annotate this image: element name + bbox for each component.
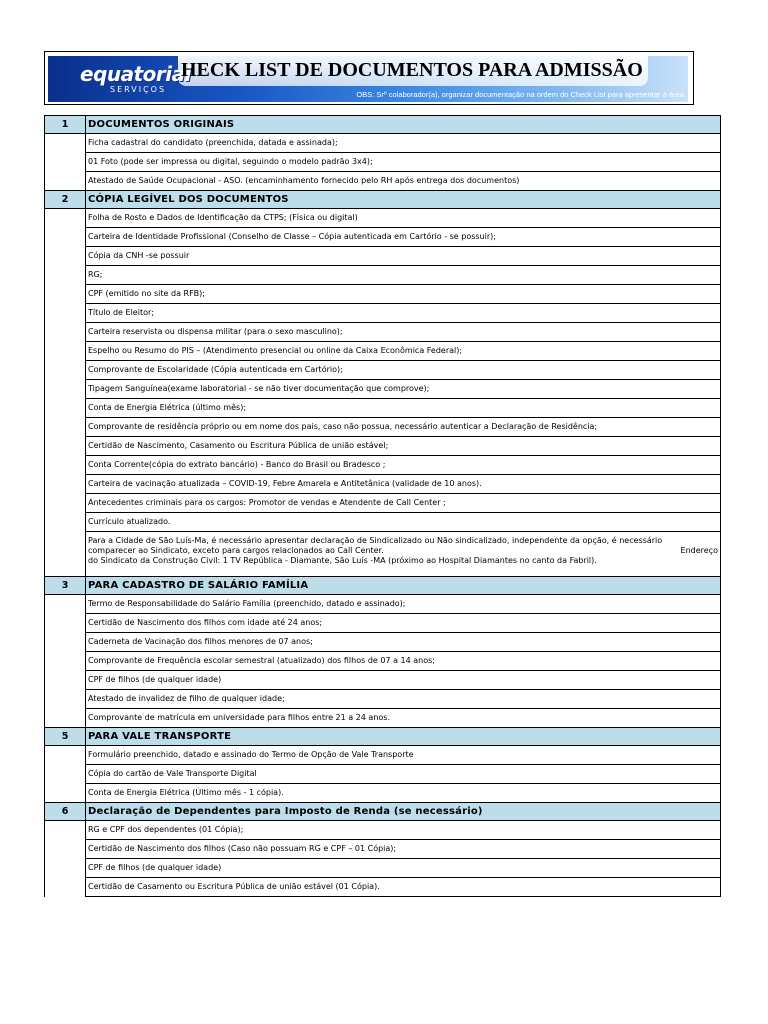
item-number-cell bbox=[45, 475, 86, 494]
item-number-cell bbox=[45, 494, 86, 513]
checklist-item: Comprovante de residência próprio ou em nome dos pais, caso não possua, necessário autenticar a Declaração de Residência; bbox=[86, 418, 721, 437]
header-box bbox=[44, 51, 694, 105]
checklist-item-row bbox=[45, 513, 721, 532]
section-header-row bbox=[45, 577, 721, 595]
checklist-item-row bbox=[45, 840, 721, 859]
checklist-item-row bbox=[45, 456, 721, 475]
item-number-cell bbox=[45, 595, 86, 614]
checklist-item: Currículo atualizado. bbox=[86, 513, 721, 532]
document-checklist-table bbox=[44, 115, 721, 897]
checklist-item: CPF (emitido no site da RFB); bbox=[86, 285, 721, 304]
checklist-item-row bbox=[45, 671, 721, 690]
item-number-cell bbox=[45, 304, 86, 323]
section-header-row bbox=[45, 728, 721, 746]
item-number-cell bbox=[45, 746, 86, 765]
section-header-row bbox=[45, 803, 721, 821]
checklist-item: Comprovante de matrícula em universidade para filhos entre 21 a 24 anos. bbox=[86, 709, 721, 728]
item-number-cell bbox=[45, 532, 86, 577]
checklist-item: 01 Foto (pode ser impressa ou digital, seguindo o modelo padrão 3x4); bbox=[86, 153, 721, 172]
item-number-cell bbox=[45, 821, 86, 840]
company-logo-subtext: SERVIÇOS bbox=[110, 85, 167, 94]
item-number-cell bbox=[45, 418, 86, 437]
item-number-cell bbox=[45, 323, 86, 342]
checklist-item-row bbox=[45, 614, 721, 633]
checklist-item: Conta de Energia Elétrica (Último mês - 1 cópia). bbox=[86, 784, 721, 803]
checklist-item: Carteira de Identidade Profissional (Conselho de Classe – Cópia autenticada em Cartório - se possuir); bbox=[86, 228, 721, 247]
checklist-item-row bbox=[45, 746, 721, 765]
item-number-cell bbox=[45, 266, 86, 285]
checklist-item: Carteira de vacinação atualizada – COVID-19, Febre Amarela e Antitetânica (validade de 10 anos). bbox=[86, 475, 721, 494]
item-number-cell bbox=[45, 859, 86, 878]
section-title: CÓPIA LEGÍVEL DOS DOCUMENTOS bbox=[86, 191, 721, 209]
item-number-cell bbox=[45, 361, 86, 380]
section-title: Declaração de Dependentes para Imposto de Renda (se necessário) bbox=[86, 803, 721, 821]
checklist-item-row bbox=[45, 532, 721, 577]
item-number-cell bbox=[45, 784, 86, 803]
item-number-cell bbox=[45, 134, 86, 153]
section-number: 1 bbox=[45, 116, 86, 134]
item-number-cell bbox=[45, 652, 86, 671]
item-number-cell bbox=[45, 690, 86, 709]
section-number: 2 bbox=[45, 191, 86, 209]
checklist-item: Folha de Rosto e Dados de Identificação da CTPS; (Física ou digital) bbox=[86, 209, 721, 228]
item-number-cell bbox=[45, 765, 86, 784]
checklist-item: Certidão de Nascimento, Casamento ou Escritura Pública de união estável; bbox=[86, 437, 721, 456]
checklist-item: Espelho ou Resumo do PIS – (Atendimento presencial ou online da Caixa Econômica Federal); bbox=[86, 342, 721, 361]
checklist-item-row bbox=[45, 765, 721, 784]
checklist-item: Comprovante de Escolaridade (Cópia autenticada em Cartório); bbox=[86, 361, 721, 380]
checklist-item: Carteira reservista ou dispensa militar (para o sexo masculino); bbox=[86, 323, 721, 342]
checklist-item: Comprovante de Frequência escolar semestral (atualizado) dos filhos de 07 a 14 anos; bbox=[86, 652, 721, 671]
item-number-cell bbox=[45, 513, 86, 532]
sindicato-line-2-text: comparecer ao Sindicato, exceto para cargos relacionados ao Call Center. bbox=[88, 546, 384, 555]
item-number-cell bbox=[45, 247, 86, 266]
item-number-cell bbox=[45, 285, 86, 304]
item-number-cell bbox=[45, 878, 86, 897]
checklist-item-row bbox=[45, 690, 721, 709]
checklist-item-row bbox=[45, 285, 721, 304]
sindicato-line-1: Para a Cidade de São Luís-Ma, é necessário apresentar declaração de Sindicalizado ou Não sindicalizado, independente da opção, é necessário bbox=[88, 536, 663, 545]
item-number-cell bbox=[45, 228, 86, 247]
checklist-item-row bbox=[45, 361, 721, 380]
checklist-item: Termo de Responsabilidade do Salário Família (preenchido, datado e assinado); bbox=[86, 595, 721, 614]
item-number-cell bbox=[45, 342, 86, 361]
checklist-item-row bbox=[45, 475, 721, 494]
checklist-item-row bbox=[45, 652, 721, 671]
checklist-item-row bbox=[45, 437, 721, 456]
checklist-item: Título de Eleitor; bbox=[86, 304, 721, 323]
item-number-cell bbox=[45, 209, 86, 228]
sindicato-line-2 bbox=[88, 546, 718, 556]
checklist-item: Conta Corrente(cópia do extrato bancário) - Banco do Brasil ou Bradesco ; bbox=[86, 456, 721, 475]
item-number-cell bbox=[45, 380, 86, 399]
checklist-item-sindicato bbox=[86, 532, 721, 577]
section-header-row bbox=[45, 191, 721, 209]
obs-note: OBS: Srº colaborador(a), organizar documentação na ordem do Check List para apresentar à área. bbox=[356, 90, 686, 99]
checklist-item-row bbox=[45, 209, 721, 228]
item-number-cell bbox=[45, 614, 86, 633]
checklist-item: Certidão de Casamento ou Escritura Pública de união estável (01 Cópia). bbox=[86, 878, 721, 897]
checklist-item-row bbox=[45, 633, 721, 652]
checklist-item-row bbox=[45, 153, 721, 172]
checklist-item: Ficha cadastral do candidato (preenchida, datada e assinada); bbox=[86, 134, 721, 153]
checklist-item-row bbox=[45, 134, 721, 153]
checklist-item-row bbox=[45, 172, 721, 191]
checklist-item: Cópia da CNH -se possuir bbox=[86, 247, 721, 266]
section-header-row bbox=[45, 116, 721, 134]
checklist-item: Conta de Energia Elétrica (último mês); bbox=[86, 399, 721, 418]
item-number-cell bbox=[45, 671, 86, 690]
item-number-cell bbox=[45, 437, 86, 456]
checklist-item: Certidão de Nascimento dos filhos com idade até 24 anos; bbox=[86, 614, 721, 633]
checklist-item-row bbox=[45, 595, 721, 614]
section-number: 6 bbox=[45, 803, 86, 821]
checklist-item-row bbox=[45, 266, 721, 285]
checklist-item-row bbox=[45, 821, 721, 840]
checklist-item: Tipagem Sanguínea(exame laboratorial - se não tiver documentação que comprove); bbox=[86, 380, 721, 399]
checklist-item: Cópia do cartão de Vale Transporte Digital bbox=[86, 765, 721, 784]
company-logo: equatorial bbox=[80, 62, 191, 86]
checklist-item: RG e CPF dos dependentes (01 Cópia); bbox=[86, 821, 721, 840]
item-number-cell bbox=[45, 153, 86, 172]
checklist-item: Certidão de Nascimento dos filhos (Caso não possuam RG e CPF – 01 Cópia); bbox=[86, 840, 721, 859]
checklist-item: RG; bbox=[86, 266, 721, 285]
checklist-item: Antecedentes criminais para os cargos: Promotor de vendas e Atendente de Call Center ; bbox=[86, 494, 721, 513]
item-number-cell bbox=[45, 172, 86, 191]
item-number-cell bbox=[45, 633, 86, 652]
checklist-item-row bbox=[45, 784, 721, 803]
item-number-cell bbox=[45, 840, 86, 859]
checklist-item: Atestado de invalidez de filho de qualquer idade; bbox=[86, 690, 721, 709]
item-number-cell bbox=[45, 456, 86, 475]
item-number-cell bbox=[45, 399, 86, 418]
section-title: PARA VALE TRANSPORTE bbox=[86, 728, 721, 746]
checklist-item: Caderneta de Vacinação dos filhos menores de 07 anos; bbox=[86, 633, 721, 652]
checklist-item-row bbox=[45, 878, 721, 897]
checklist-item: CPF de filhos (de qualquer idade) bbox=[86, 859, 721, 878]
checklist-item-row bbox=[45, 380, 721, 399]
section-number: 5 bbox=[45, 728, 86, 746]
section-number: 3 bbox=[45, 577, 86, 595]
checklist-item-row bbox=[45, 859, 721, 878]
sindicato-line-2-right: Endereço bbox=[680, 546, 718, 555]
page-title: HECK LIST DE DOCUMENTOS PARA ADMISSÃO bbox=[181, 59, 643, 81]
checklist-item-row bbox=[45, 304, 721, 323]
checklist-item-row bbox=[45, 247, 721, 266]
checklist-item-row bbox=[45, 418, 721, 437]
checklist-item-row bbox=[45, 709, 721, 728]
checklist-item: Formulário preenchido, datado e assinado do Termo de Opção de Vale Transporte bbox=[86, 746, 721, 765]
checklist-item-row bbox=[45, 323, 721, 342]
item-number-cell bbox=[45, 709, 86, 728]
checklist-item-row bbox=[45, 342, 721, 361]
checklist-item-row bbox=[45, 228, 721, 247]
sindicato-line-3: do Sindicato da Construção Civil: 1 TV República - Diamante, São Luís -MA (próximo ao Hospital Diamantes no canto da Fabril). bbox=[88, 556, 597, 565]
checklist-item-row bbox=[45, 399, 721, 418]
section-title: DOCUMENTOS ORIGINAIS bbox=[86, 116, 721, 134]
checklist-item: Atestado de Saúde Ocupacional - ASO. (encaminhamento fornecido pelo RH após entrega dos documentos) bbox=[86, 172, 721, 191]
checklist-item: CPF de filhos (de qualquer idade) bbox=[86, 671, 721, 690]
section-title: PARA CADASTRO DE SALÁRIO FAMÍLIA bbox=[86, 577, 721, 595]
checklist-item-row bbox=[45, 494, 721, 513]
header-banner bbox=[48, 56, 688, 102]
